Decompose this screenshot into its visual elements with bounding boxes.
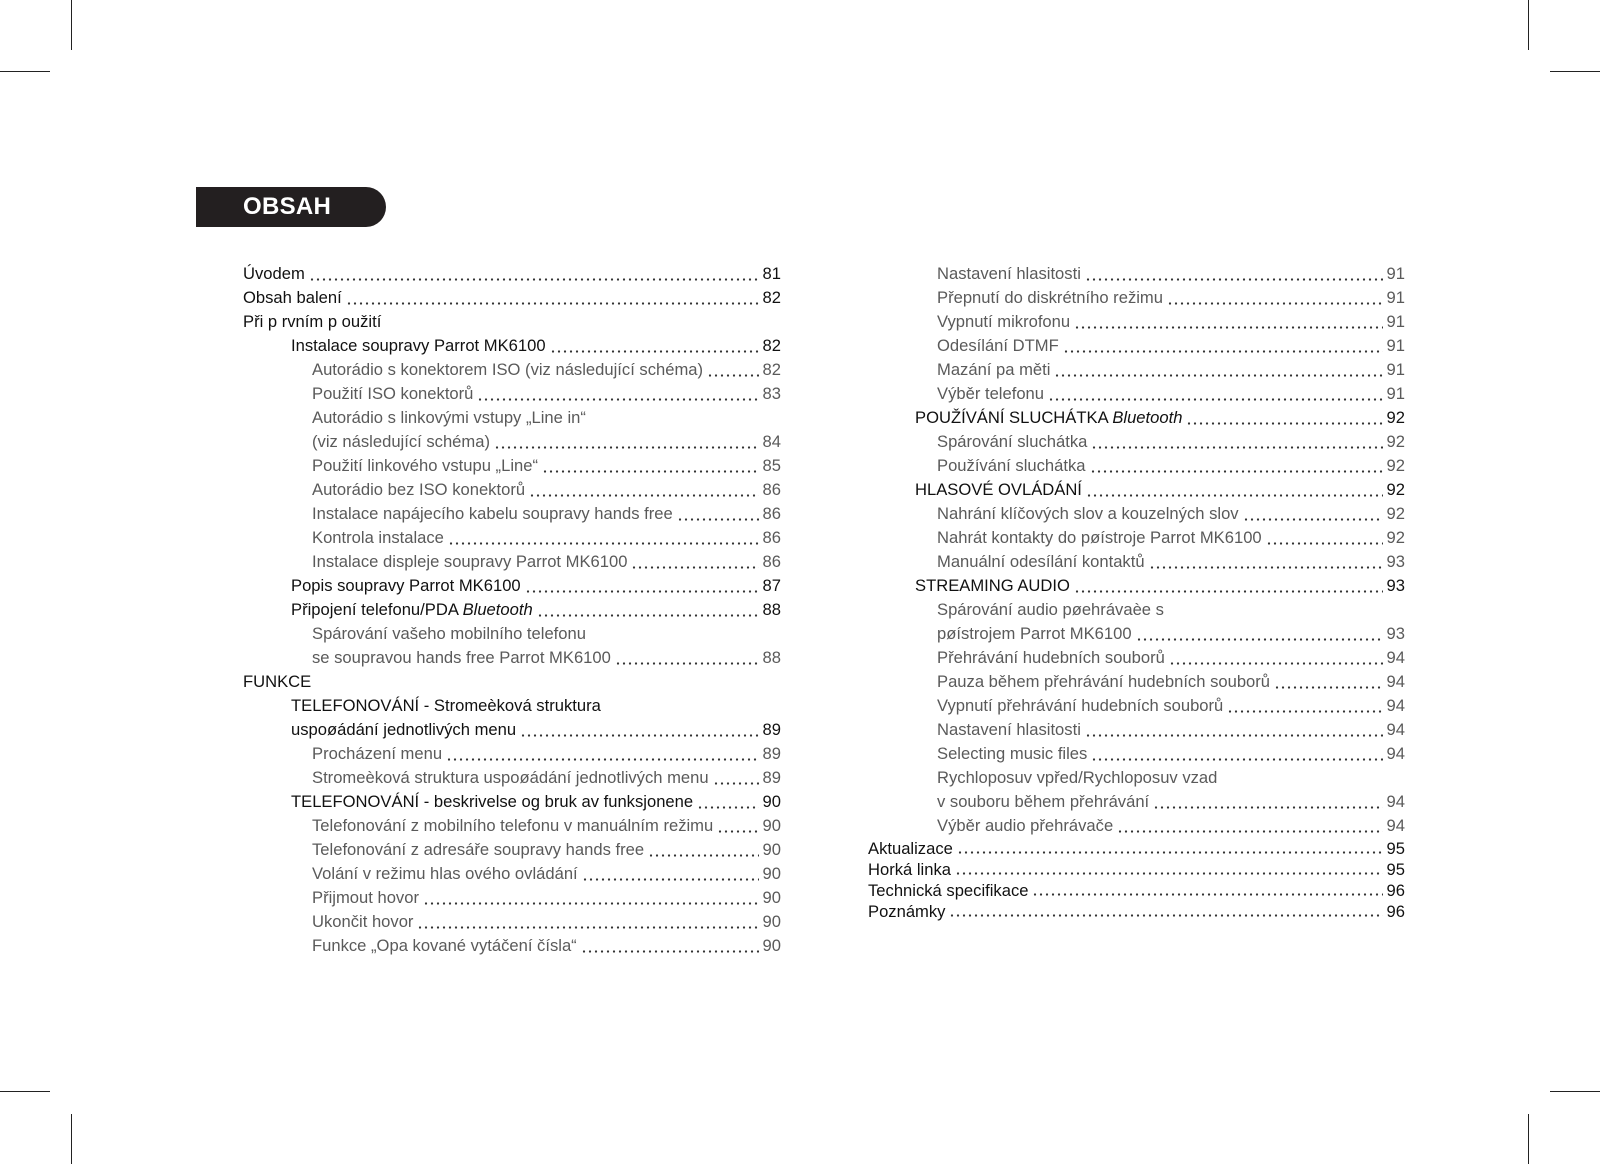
toc-entry[interactable] [868,574,1405,598]
toc-entry-text: Výběr telefonu [937,384,1045,403]
dot-leader [1074,326,1382,329]
dot-leader [1169,662,1383,665]
crop-mark [1528,1114,1529,1164]
dot-leader [529,494,758,497]
toc-entry-text: Přehrávání hudebních souborů [937,648,1165,667]
toc-entry[interactable] [243,694,781,718]
toc-page-number: 92 [1386,480,1405,499]
toc-entry[interactable] [243,286,781,310]
toc-entry-label [937,358,1050,382]
toc-entry[interactable] [868,526,1405,550]
toc-page-number: 92 [1386,408,1405,427]
toc-entry-text: se soupravou hands free Parrot MK6100 [312,648,611,667]
toc-page-number: 92 [1386,504,1405,523]
toc-entry-text: Pauza během přehrávání hudebních souborů [937,672,1271,691]
toc-entry[interactable] [243,886,781,910]
toc-entry[interactable] [243,622,781,646]
toc-entry-label [937,646,1165,670]
toc-entry-text: Technická specifikace [868,881,1029,900]
crop-mark [1550,1091,1600,1092]
dot-leader [1243,518,1383,521]
dot-leader [1266,542,1383,545]
toc-page-number: 85 [762,456,781,475]
toc-page-number: 93 [1386,552,1405,571]
toc-entry-label [312,382,473,406]
dot-leader [707,374,758,377]
toc-entry-text: v souboru během přehrávání [937,792,1150,811]
toc-entry[interactable] [868,622,1405,646]
toc-entry[interactable] [868,598,1405,622]
dot-leader [448,542,759,545]
toc-entry-label [937,382,1044,406]
toc-entry-text: Nahrání klíčových slov a kouzelných slov [937,504,1239,523]
toc-entry-label [291,574,521,598]
toc-entry-text: Volání v režimu hlas ového ovládání [312,864,578,883]
toc-page-number: 91 [1386,288,1405,307]
dot-leader [423,902,759,905]
dot-leader [631,566,758,569]
toc-entry-label [937,718,1081,742]
toc-entry[interactable] [868,859,1405,880]
toc-entry[interactable] [243,334,781,358]
dot-leader [957,851,1383,854]
toc-entry-text: Při p rvním p oužití [243,312,382,331]
toc-page-number: 90 [762,816,781,835]
toc-page-number: 86 [762,552,781,571]
toc-entry-text: Připojení telefonu/PDA [291,600,463,619]
toc-entry[interactable] [243,502,781,526]
toc-entry-label [291,790,693,814]
toc-entry[interactable] [243,478,781,502]
toc-entry-text: Mazání pa měti [937,360,1051,379]
toc-page-number: 93 [1386,576,1405,595]
toc-entry-text: Popis soupravy Parrot MK6100 [291,576,521,595]
toc-entry-label [915,406,1182,430]
toc-entry-label [937,598,1164,622]
toc-entry-label [312,550,627,574]
toc-entry[interactable] [868,358,1405,382]
toc-entry-text: Spárování audio pøehrávaèe s [937,600,1164,619]
toc-entry-text: Spárování vašeho mobilního telefonu [312,624,586,643]
toc-entry-label [312,430,490,454]
toc-entry-text: Autorádio s linkovými vstupy „Line in“ [312,408,586,427]
toc-entry-label [937,790,1149,814]
toc-entry-text: Nahrát kontakty do pøístroje Parrot MK6100 [937,528,1262,547]
toc-entry-label [312,358,703,382]
toc-entry-label [868,859,951,880]
toc-page-number: 91 [1386,360,1405,379]
dot-leader [1167,302,1383,305]
toc-entry-text: Instalace napájecího kabelu soupravy hands free [312,504,673,523]
toc-entry-text: FUNKCE [243,672,312,691]
dot-leader [1074,590,1383,593]
toc-page-number: 94 [1386,720,1405,739]
dot-leader [542,470,759,473]
toc-entry-text: Spárování sluchátka [937,432,1088,451]
toc-entry[interactable] [868,406,1405,430]
toc-page-number: 89 [762,720,781,739]
toc-entry-label [291,718,516,742]
toc-page-number: 92 [1386,432,1405,451]
toc-entry[interactable] [243,742,781,766]
toc-entry-text: Ukončit hovor [312,912,414,931]
toc-entry-label [312,406,586,430]
section-title-tab [196,187,386,227]
toc-entry-text: Obsah balení [243,288,342,307]
toc-entry-text: Autorádio bez ISO konektorů [312,480,526,499]
dot-leader [1091,446,1382,449]
toc-page-number: 94 [1386,696,1405,715]
toc-entry-label [937,814,1113,838]
toc-entry[interactable] [868,670,1405,694]
toc-entry-text: Telefonování z mobilního telefonu v manuálním režimu [312,816,714,835]
toc-entry-label [937,766,1217,790]
toc-entry[interactable] [868,382,1405,406]
toc-entry-text: Aktualizace [868,839,953,858]
dot-leader [1274,686,1382,689]
toc-entry-label [291,694,601,718]
toc-entry-text: Nastavení hlasitosti [937,720,1081,739]
toc-page-number: 88 [762,600,781,619]
toc-entry-text: Kontrola instalace [312,528,444,547]
toc-entry-text: POUŽÍVÁNÍ SLUCHÁTKA [915,408,1113,427]
toc-entry[interactable] [868,262,1405,286]
toc-entry-label [243,262,305,286]
toc-entry-text: pøístrojem Parrot MK6100 [937,624,1132,643]
toc-entry-label [937,310,1070,334]
toc-page-number: 92 [1386,456,1405,475]
crop-mark [1528,0,1529,50]
toc-entry[interactable] [243,550,781,574]
toc-right-column [868,262,1405,922]
toc-page-number: 95 [1386,860,1405,879]
toc-entry[interactable] [868,454,1405,478]
toc-entry-text: Rychloposuv vpřed/Rychloposuv vzad [937,768,1218,787]
dot-leader [417,926,758,929]
toc-entry-label [312,646,611,670]
toc-entry-label [915,574,1070,598]
toc-entry[interactable] [243,838,781,862]
toc-entry-label [937,526,1262,550]
dot-leader [1227,710,1382,713]
toc-entry[interactable] [868,742,1405,766]
section-title: OBSAH [243,193,332,220]
toc-entry-label [937,334,1059,358]
toc-entry-label [312,502,673,526]
toc-entry-text: Funkce „Opa kované vytáčení čísla“ [312,936,577,955]
toc-page-number: 95 [1386,839,1405,858]
toc-entry-label [937,454,1086,478]
toc-entry-label [312,478,525,502]
toc-left-column [243,262,781,958]
toc-entry-italic-text: Bluetooth [1112,408,1183,427]
toc-page-number: 96 [1386,902,1405,921]
toc-page-number: 89 [762,744,781,763]
dot-leader [615,662,759,665]
toc-page-number: 90 [762,912,781,931]
toc-page-number: 94 [1386,792,1405,811]
toc-entry-text: Poznámky [868,902,946,921]
toc-entry[interactable] [868,286,1405,310]
toc-entry-text: Stromeèková struktura uspoøádání jednotlivých menu [312,768,709,787]
toc-entry[interactable] [243,910,781,934]
toc-page-number: 87 [762,576,781,595]
toc-entry-label [312,766,709,790]
toc-entry-label [312,742,442,766]
dot-leader [1153,806,1382,809]
dot-leader [677,518,759,521]
toc-page-number: 94 [1386,744,1405,763]
toc-entry-label [312,862,578,886]
toc-entry[interactable] [243,766,781,790]
dot-leader [309,278,759,281]
crop-mark [1550,71,1600,72]
toc-entry[interactable] [243,790,781,814]
dot-leader [1086,494,1383,497]
toc-page-number: 90 [762,840,781,859]
toc-entry-text: Přijmout hovor [312,888,419,907]
toc-entry[interactable] [243,430,781,454]
toc-page-number: 86 [762,480,781,499]
toc-entry-label [937,502,1239,526]
toc-entry-text: HLASOVÉ OVLÁDÁNÍ [915,480,1082,499]
toc-entry-label [312,886,419,910]
toc-entry-text: Horká linka [868,860,952,879]
toc-entry-label [312,454,538,478]
toc-entry-label [915,478,1082,502]
dot-leader [949,914,1382,917]
dot-leader [520,734,758,737]
toc-entry-text: Použití linkového vstupu „Line“ [312,456,538,475]
toc-entry-label [937,430,1087,454]
toc-entry-label [312,910,413,934]
dot-leader [494,446,759,449]
toc-page-number: 82 [762,288,781,307]
dot-leader [1054,374,1382,377]
toc-entry[interactable] [868,646,1405,670]
dot-leader [1090,470,1383,473]
toc-entry[interactable] [243,262,781,286]
toc-entry-label [868,901,945,922]
toc-entry[interactable] [243,646,781,670]
toc-entry-text: Vypnutí mikrofonu [937,312,1071,331]
dot-leader [1149,566,1383,569]
toc-page-number: 82 [762,360,781,379]
toc-entry-text: STREAMING AUDIO [915,576,1070,595]
toc-entry[interactable] [243,574,781,598]
toc-entry-text: Selecting music files [937,744,1088,763]
dot-leader [697,806,758,809]
toc-page-number: 94 [1386,648,1405,667]
toc-entry-text: Instalace soupravy Parrot MK6100 [291,336,546,355]
toc-entry-text: Nastavení hlasitosti [937,264,1081,283]
toc-entry[interactable] [868,838,1405,859]
toc-entry-text: Vypnutí přehrávání hudebních souborů [937,696,1224,715]
toc-entry[interactable] [868,790,1405,814]
toc-entry-text: TELEFONOVÁNÍ - Stromeèková struktura [291,696,601,715]
toc-entry[interactable] [868,814,1405,838]
toc-entry-text: Výběr audio přehrávače [937,816,1114,835]
toc-entry[interactable] [243,934,781,958]
toc-entry-label [312,838,644,862]
toc-entry[interactable] [243,406,781,430]
dot-leader [550,350,759,353]
toc-page-number: 90 [762,888,781,907]
dot-leader [1063,350,1383,353]
toc-page-number: 90 [762,792,781,811]
toc-entry[interactable] [243,382,781,406]
crop-mark [0,71,50,72]
dot-leader [1117,830,1382,833]
dot-leader [1085,278,1383,281]
dot-leader [477,398,758,401]
toc-entry[interactable] [243,598,781,622]
dot-leader [1085,734,1383,737]
toc-page-number: 93 [1386,624,1405,643]
dot-leader [1048,398,1383,401]
toc-page-number: 82 [762,336,781,355]
dot-leader [648,854,758,857]
toc-entry[interactable] [243,814,781,838]
dot-leader [582,878,759,881]
dot-leader [537,614,759,617]
toc-entry[interactable] [243,718,781,742]
dot-leader [346,302,759,305]
toc-page-number: 81 [762,264,781,283]
toc-entry-text: Procházení menu [312,744,443,763]
toc-entry[interactable] [868,766,1405,790]
toc-entry-label [937,742,1087,766]
toc-entry-text: Autorádio s konektorem ISO (viz následující schéma) [312,360,704,379]
crop-mark [71,0,72,50]
dot-leader [1136,638,1383,641]
toc-page-number: 83 [762,384,781,403]
toc-page-number: 90 [762,936,781,955]
toc-entry[interactable] [868,901,1405,922]
toc-entry-label [937,670,1270,694]
toc-entry-text: (viz následující schéma) [312,432,490,451]
toc-entry-label [937,286,1163,310]
toc-entry-label [868,880,1028,901]
toc-entry-text: uspoøádání jednotlivých menu [291,720,517,739]
toc-entry-text: TELEFONOVÁNÍ - beskrivelse og bruk av funksjonene [291,792,694,811]
toc-entry-label [243,310,381,334]
dot-leader [1091,758,1382,761]
toc-entry-label [868,838,953,859]
toc-entry[interactable] [868,310,1405,334]
toc-entry-label [312,526,444,550]
toc-page-number: 90 [762,864,781,883]
crop-mark [71,1114,72,1164]
toc-entry[interactable] [868,550,1405,574]
toc-entry[interactable] [243,526,781,550]
toc-page-number: 84 [762,432,781,451]
toc-entry-text: Úvodem [243,264,305,283]
toc-entry[interactable] [243,862,781,886]
toc-entry-text: Odesílání DTMF [937,336,1059,355]
toc-entry[interactable] [243,358,781,382]
toc-page-number: 86 [762,504,781,523]
toc-page-number: 91 [1386,264,1405,283]
toc-page-number: 94 [1386,816,1405,835]
toc-entry[interactable] [868,718,1405,742]
toc-entry-label [291,598,533,622]
toc-entry-text: Instalace displeje soupravy Parrot MK6100 [312,552,628,571]
toc-page-number: 86 [762,528,781,547]
toc-page-number: 89 [762,768,781,787]
toc-entry[interactable] [868,502,1405,526]
toc-entry[interactable] [243,670,781,694]
toc-entry[interactable] [868,430,1405,454]
toc-entry-label [937,622,1132,646]
toc-entry[interactable] [243,454,781,478]
dot-leader [713,782,759,785]
toc-entry-label [312,814,713,838]
toc-entry-text: Přepnutí do diskrétního režimu [937,288,1163,307]
dot-leader [1032,893,1382,896]
toc-page-number: 92 [1386,528,1405,547]
toc-entry-italic-text: Bluetooth [462,600,533,619]
toc-entry-text: Telefonování z adresáře soupravy hands free [312,840,645,859]
dot-leader [525,590,759,593]
toc-page-number: 91 [1386,312,1405,331]
toc-entry-text: Použití ISO konektorů [312,384,474,403]
toc-entry-text: Manuální odesílání kontaktů [937,552,1145,571]
toc-entry-label [312,622,586,646]
toc-entry-label [312,934,577,958]
toc-page-number: 91 [1386,336,1405,355]
toc-entry-label [937,694,1223,718]
toc-entry[interactable] [868,478,1405,502]
toc-entry[interactable] [868,694,1405,718]
dot-leader [446,758,758,761]
toc-page-number: 88 [762,648,781,667]
dot-leader [581,950,759,953]
toc-entry-label [937,550,1145,574]
toc-entry-text: Používání sluchátka [937,456,1086,475]
toc-entry-label [937,262,1081,286]
toc-entry[interactable] [243,310,781,334]
dot-leader [717,830,758,833]
toc-page-number: 91 [1386,384,1405,403]
toc-entry-label [243,670,311,694]
toc-entry[interactable] [868,880,1405,901]
toc-page-number: 96 [1386,881,1405,900]
dot-leader [955,872,1383,875]
toc-entry[interactable] [868,334,1405,358]
dot-leader [1186,422,1382,425]
toc-entry-label [243,286,342,310]
toc-page-number: 94 [1386,672,1405,691]
crop-mark [0,1091,50,1092]
toc-entry-label [291,334,546,358]
